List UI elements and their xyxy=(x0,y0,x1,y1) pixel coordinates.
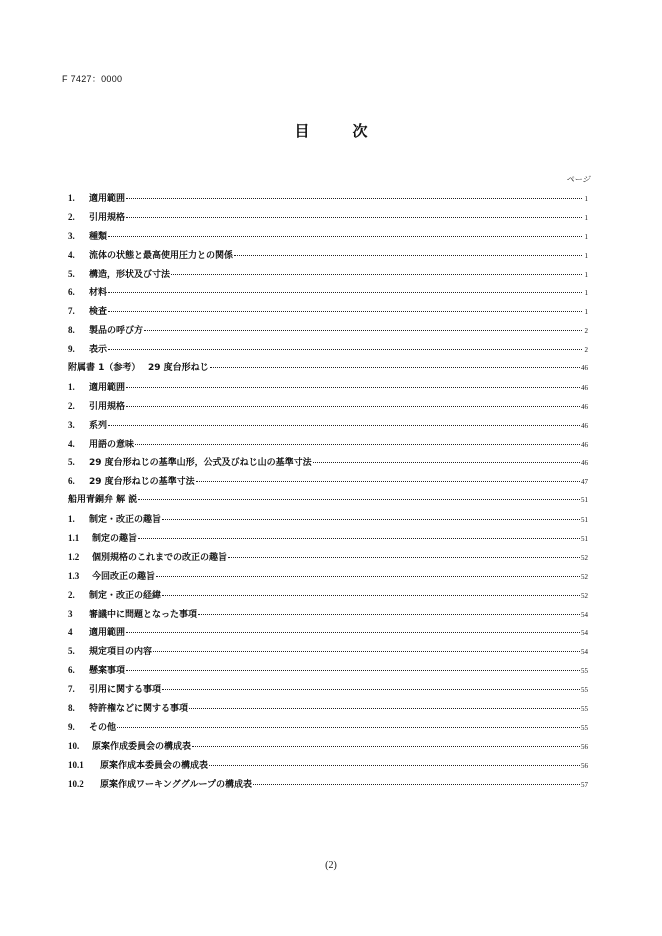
toc-entry-page: 46 xyxy=(581,459,588,468)
toc-entry-label: 原案作成ワーキンググループの構成表 xyxy=(100,779,253,790)
toc-entry[interactable] xyxy=(68,737,588,756)
toc-dot-leader xyxy=(126,631,580,633)
toc-entry-number: 9. xyxy=(68,721,75,732)
toc-entry-page: 2 xyxy=(584,327,588,336)
toc-entry[interactable] xyxy=(68,775,588,794)
toc-entry[interactable] xyxy=(68,756,588,775)
toc-entry-label: 製品の呼び方 xyxy=(89,326,144,337)
toc-dot-leader xyxy=(162,688,580,690)
toc-entry-label: 引用規格 xyxy=(89,401,126,412)
toc-entry-page: 1 xyxy=(584,289,588,298)
toc-entry-number: 1.3 xyxy=(68,570,80,581)
toc-entry-page: 55 xyxy=(581,686,588,695)
toc-entry-label: 流体の状態と最高使用圧力との関係 xyxy=(89,250,234,261)
toc-entry-label: 用語の意味 xyxy=(89,439,135,450)
toc-entry-label: 適用範囲 xyxy=(89,628,126,639)
toc-entry-label: 今回改正の趣旨 xyxy=(92,571,156,582)
toc-entry[interactable] xyxy=(68,680,588,699)
toc-entry-number: 3 xyxy=(68,608,73,619)
toc-entry-page: 1 xyxy=(584,232,588,241)
toc-entry-page: 46 xyxy=(581,421,588,430)
toc-entry-label: 構造，形状及び寸法 xyxy=(89,269,171,280)
toc-dot-leader xyxy=(209,764,580,766)
toc-dot-leader xyxy=(126,405,580,407)
toc-entry[interactable] xyxy=(68,661,588,680)
toc-entry-label: 適用範囲 xyxy=(89,194,126,204)
toc-entry-number: 1. xyxy=(68,193,75,203)
footer-page-number: (2) xyxy=(325,860,337,871)
toc-entry-number: 4 xyxy=(68,627,73,638)
toc-entry-label: 原案作成本委員会の構成表 xyxy=(100,760,209,771)
toc-entry[interactable] xyxy=(68,623,588,642)
toc-entry-page: 52 xyxy=(581,553,588,562)
toc-entry-number: 8. xyxy=(68,325,75,336)
toc-entry-page: 51 xyxy=(581,496,588,505)
toc-entry-number: 1. xyxy=(68,514,75,525)
toc-entry[interactable] xyxy=(68,510,588,529)
toc-entry-page: 1 xyxy=(584,308,588,317)
toc-entry-number: 5. xyxy=(68,457,75,468)
toc-dot-leader xyxy=(126,669,580,671)
toc-entry-label: 原案作成委員会の構成表 xyxy=(92,741,192,752)
toc-dot-leader xyxy=(135,443,580,445)
toc-dot-leader xyxy=(189,707,580,709)
toc-entry-number: 5. xyxy=(68,268,75,279)
toc-entry[interactable] xyxy=(68,435,588,454)
toc-entry-page: 46 xyxy=(581,440,588,449)
toc-entry-label: 表示 xyxy=(89,345,108,356)
toc-entry[interactable] xyxy=(68,321,588,340)
toc-entry-label: 29 度台形ねじの基準寸法 xyxy=(89,477,195,488)
toc-entry[interactable] xyxy=(68,265,588,284)
toc-dot-leader xyxy=(108,310,582,312)
toc-entry[interactable] xyxy=(68,397,588,416)
toc-entry[interactable] xyxy=(68,359,588,378)
toc-entry-number: 5. xyxy=(68,646,75,657)
toc-dot-leader xyxy=(198,613,580,615)
toc-dot-leader xyxy=(313,461,580,463)
toc-entry-label: 制定・改正の経緯 xyxy=(89,590,162,601)
toc-entry-number: 1. xyxy=(68,381,75,392)
toc-entry-page: 55 xyxy=(581,705,588,714)
toc-entry-number: 8. xyxy=(68,703,75,714)
table-of-contents xyxy=(68,189,588,794)
toc-entry-number: 1.2 xyxy=(68,551,80,562)
toc-entry-page: 1 xyxy=(584,213,588,222)
toc-entry[interactable] xyxy=(68,227,588,246)
toc-dot-leader xyxy=(192,745,580,747)
toc-entry-label: 引用規格 xyxy=(89,212,126,223)
toc-entry-label: 船用青銅弁 解 説 xyxy=(68,495,138,506)
toc-entry-page: 46 xyxy=(581,383,588,392)
page-title: 目 次 xyxy=(294,122,382,140)
toc-dot-leader xyxy=(126,197,582,199)
toc-entry-page: 1 xyxy=(584,270,588,279)
toc-dot-leader xyxy=(162,518,580,520)
toc-entry-number: 2. xyxy=(68,211,75,222)
toc-entry[interactable] xyxy=(68,453,588,472)
toc-entry-page: 55 xyxy=(581,667,588,676)
toc-dot-leader xyxy=(210,366,580,368)
toc-entry-number: 6. xyxy=(68,476,75,487)
toc-entry[interactable] xyxy=(68,548,588,567)
toc-entry-number: 9. xyxy=(68,344,75,355)
toc-dot-leader xyxy=(138,537,580,539)
toc-dot-leader xyxy=(156,575,580,577)
toc-dot-leader xyxy=(153,650,580,652)
toc-entry-page: 46 xyxy=(581,402,588,411)
toc-dot-leader xyxy=(144,329,582,331)
toc-entry[interactable] xyxy=(68,491,588,510)
toc-entry[interactable] xyxy=(68,699,588,718)
toc-entry[interactable] xyxy=(68,189,588,208)
toc-entry-label: 規定項目の内容 xyxy=(89,647,153,658)
document-code: F 7427：0000 xyxy=(62,74,123,84)
toc-entry-page: 51 xyxy=(581,516,588,525)
toc-entry-page: 54 xyxy=(581,648,588,657)
toc-entry[interactable] xyxy=(68,642,588,661)
toc-entry-page: 1 xyxy=(584,251,588,260)
toc-entry[interactable] xyxy=(68,605,588,624)
toc-entry-label: 附属書 1（参考） 29 度台形ねじ xyxy=(68,363,209,374)
toc-entry-label: 個別規格のこれまでの改正の趣旨 xyxy=(92,552,228,563)
toc-dot-leader xyxy=(126,386,580,388)
toc-entry-number: 6. xyxy=(68,665,75,676)
toc-dot-leader xyxy=(138,498,580,500)
toc-entry-label: 系列 xyxy=(89,420,108,431)
toc-entry-number: 7. xyxy=(68,684,75,695)
toc-entry-page: 1 xyxy=(584,195,588,203)
toc-entry-number: 2. xyxy=(68,400,75,411)
toc-dot-leader xyxy=(162,594,580,596)
toc-entry[interactable] xyxy=(68,718,588,737)
toc-entry-page: 56 xyxy=(581,742,588,751)
toc-entry-label: 審議中に問題となった事項 xyxy=(89,609,198,620)
toc-entry[interactable] xyxy=(68,302,588,321)
toc-entry-page: 52 xyxy=(581,572,588,581)
toc-entry-label: 材料 xyxy=(89,288,108,299)
toc-entry-page: 57 xyxy=(581,780,588,789)
toc-entry-label: 引用に関する事項 xyxy=(89,685,162,696)
toc-entry-number: 3. xyxy=(68,230,75,241)
toc-entry-label: 制定・改正の趣旨 xyxy=(89,515,162,526)
toc-entry[interactable] xyxy=(68,586,588,605)
toc-entry-label: その他 xyxy=(89,722,117,733)
toc-entry-number: 10.2 xyxy=(68,778,84,789)
toc-entry-label: 特許権などに関する事項 xyxy=(89,704,189,715)
toc-dot-leader xyxy=(108,291,582,293)
toc-entry-label: 懸案事項 xyxy=(89,666,126,677)
toc-dot-leader xyxy=(108,235,582,237)
toc-dot-leader xyxy=(126,216,582,218)
toc-entry[interactable] xyxy=(68,472,588,491)
toc-entry-label: 種類 xyxy=(89,231,108,242)
toc-entry-number: 2. xyxy=(68,589,75,600)
toc-dot-leader xyxy=(171,273,582,275)
toc-dot-leader xyxy=(228,556,580,558)
toc-entry-number: 7. xyxy=(68,306,75,317)
toc-entry-page: 2 xyxy=(584,346,588,355)
toc-entry[interactable] xyxy=(68,208,588,227)
toc-entry-number: 4. xyxy=(68,249,75,260)
toc-dot-leader xyxy=(117,726,580,728)
toc-dot-leader xyxy=(108,348,582,350)
toc-entry[interactable] xyxy=(68,567,588,586)
toc-entry-label: 適用範囲 xyxy=(89,382,126,393)
toc-entry[interactable] xyxy=(68,378,588,397)
toc-dot-leader xyxy=(108,424,580,426)
toc-dot-leader xyxy=(196,480,580,482)
toc-entry-label: 29 度台形ねじの基準山形，公式及びねじ山の基準寸法 xyxy=(89,458,312,469)
toc-entry-number: 1.1 xyxy=(68,533,80,544)
toc-entry-page: 54 xyxy=(581,610,588,619)
page-column-header: ページ xyxy=(566,175,590,184)
toc-entry-page: 47 xyxy=(581,478,588,487)
toc-dot-leader xyxy=(253,783,580,785)
toc-entry[interactable] xyxy=(68,340,588,359)
toc-entry-label: 検査 xyxy=(89,307,108,318)
toc-entry[interactable] xyxy=(68,283,588,302)
toc-dot-leader xyxy=(234,254,582,256)
toc-entry-page: 56 xyxy=(581,761,588,770)
toc-entry-page: 55 xyxy=(581,723,588,732)
toc-entry-number: 4. xyxy=(68,438,75,449)
toc-entry[interactable] xyxy=(68,246,588,265)
toc-entry-label: 制定の趣旨 xyxy=(92,534,138,545)
toc-entry-page: 54 xyxy=(581,629,588,638)
toc-entry-number: 6. xyxy=(68,287,75,298)
toc-entry-number: 10. xyxy=(68,740,80,751)
toc-entry-number: 10.1 xyxy=(68,759,84,770)
toc-entry-page: 51 xyxy=(581,535,588,544)
toc-entry-page: 52 xyxy=(581,591,588,600)
toc-entry-number: 3. xyxy=(68,419,75,430)
toc-entry[interactable] xyxy=(68,529,588,548)
toc-entry[interactable] xyxy=(68,416,588,435)
toc-entry-page: 46 xyxy=(581,364,588,373)
